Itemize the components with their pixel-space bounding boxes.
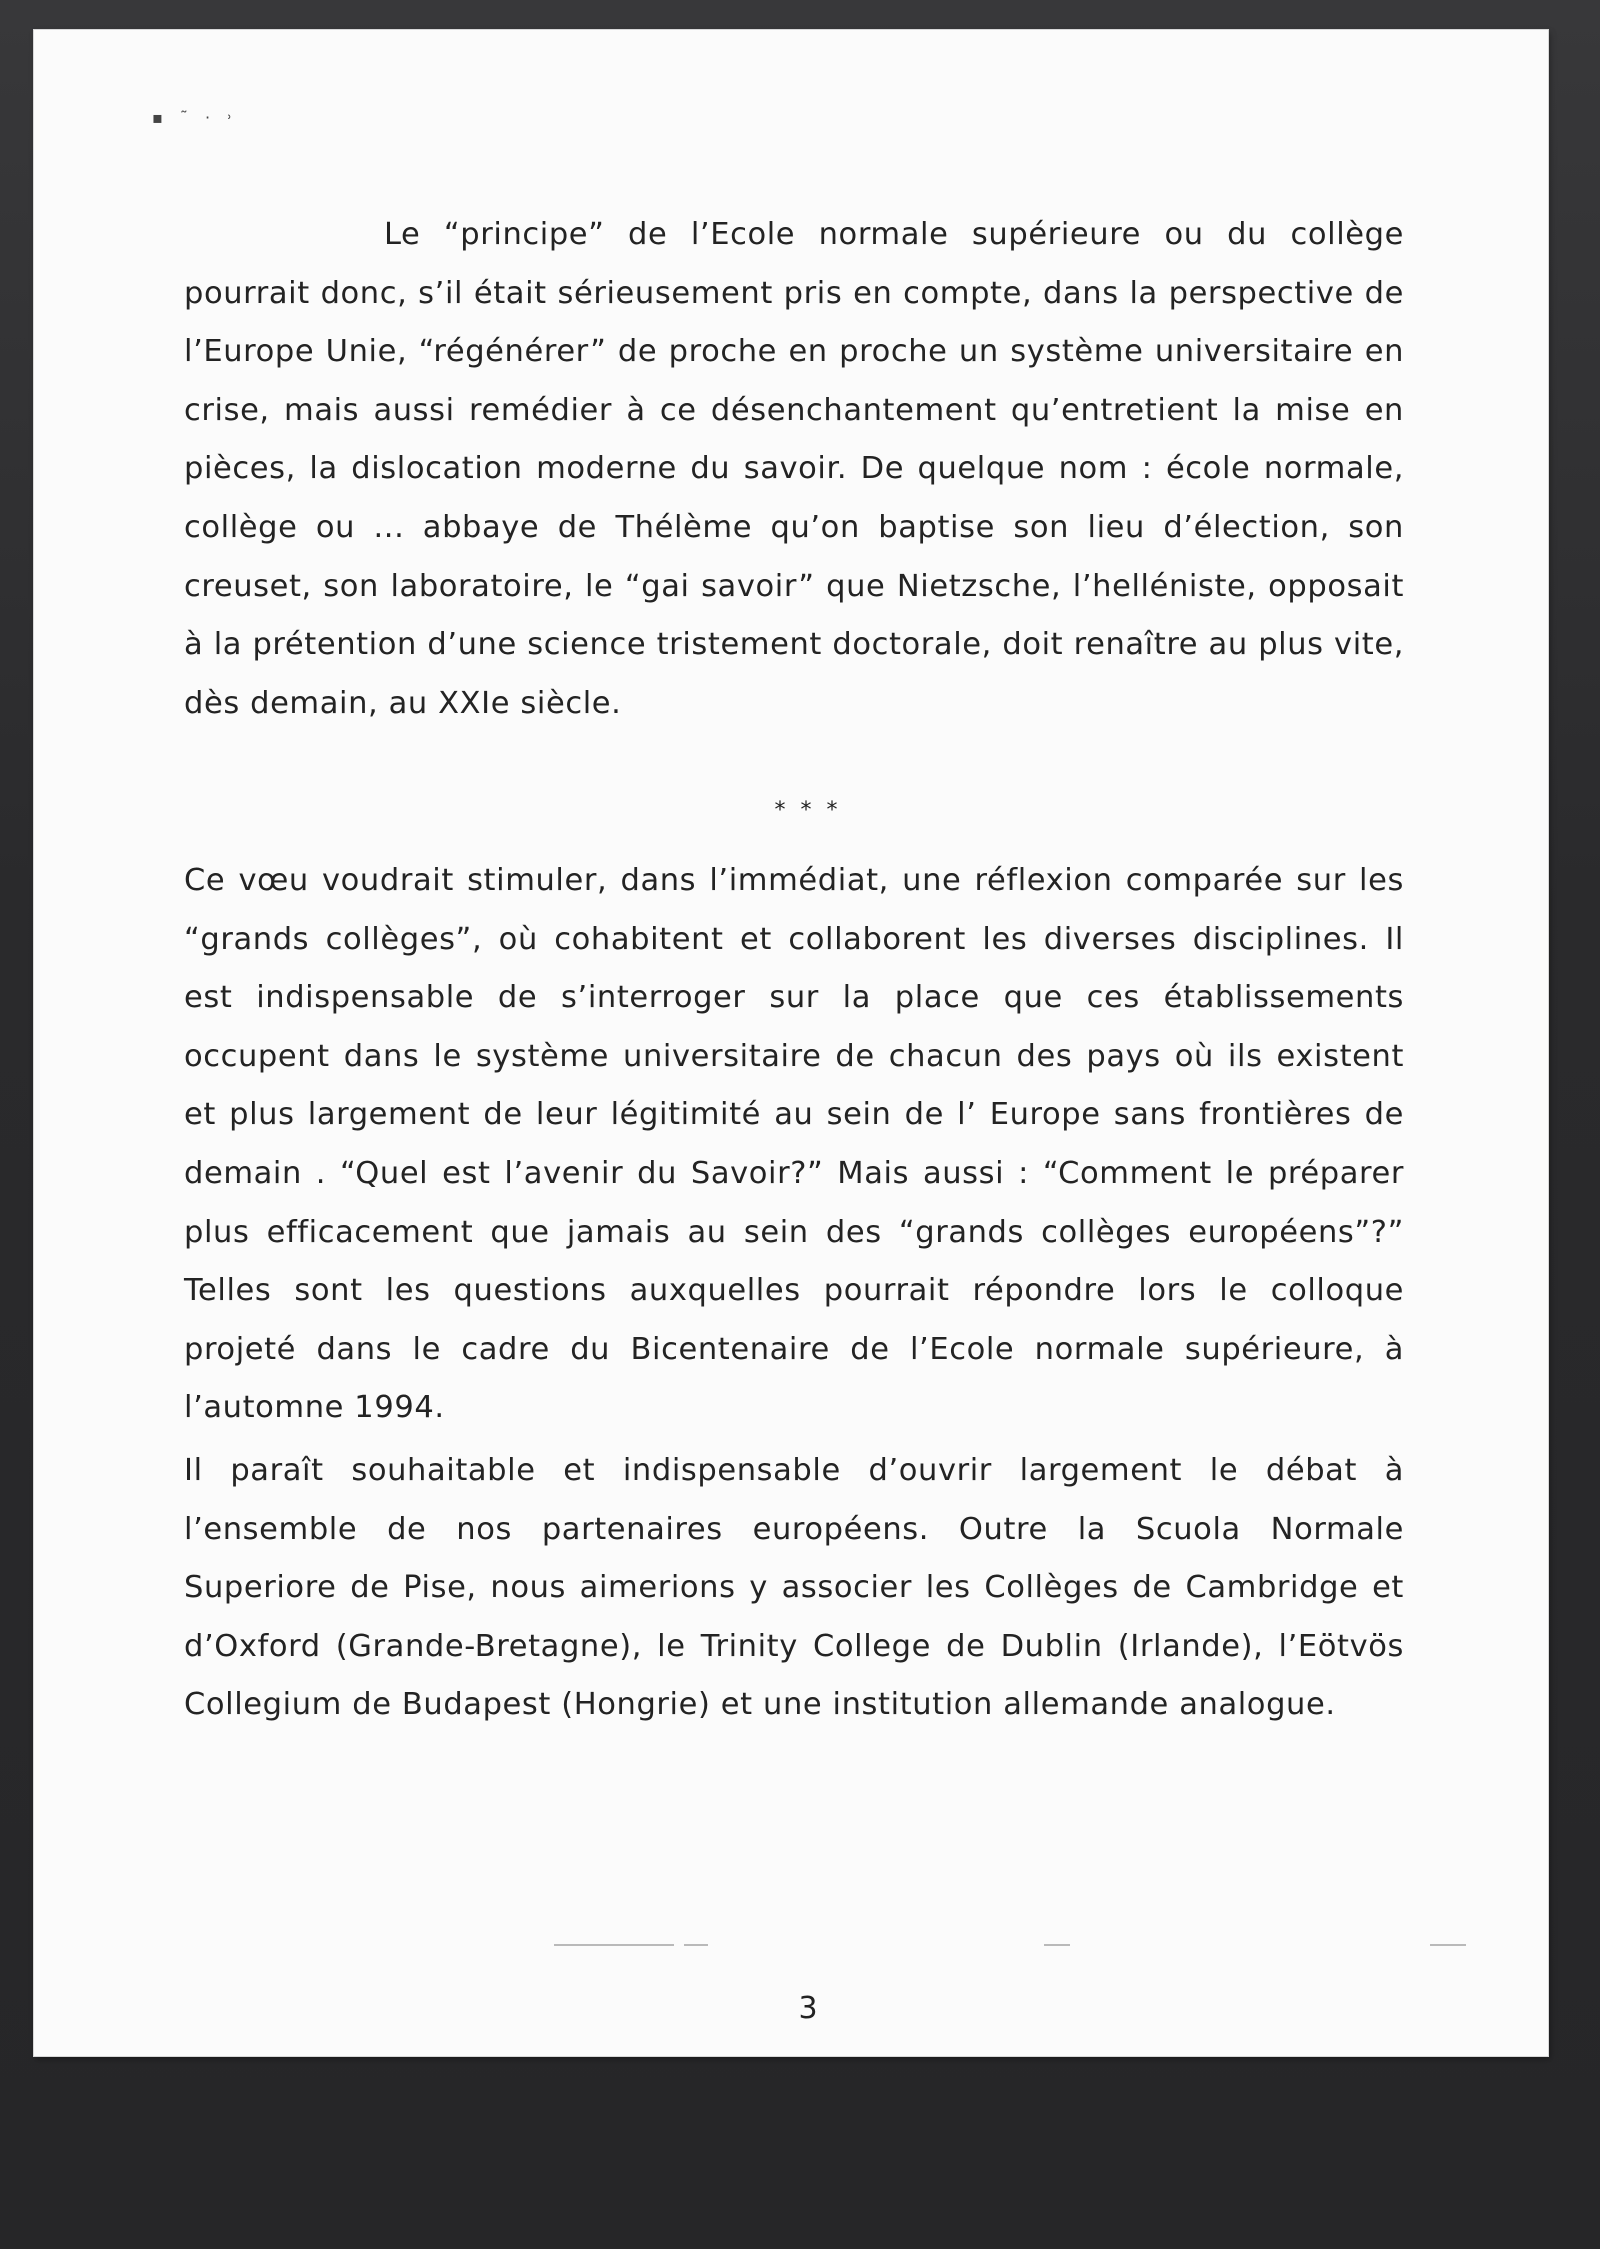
paragraph-3: Il paraît souhaitable et indispensable d’ouvrir largement le débat à l’ensemble de nos partenaires européens. Outre la Scuola Normale Superiore de Pise, nous aimerions y associer les Collèges de Cambridge et d’Oxford (Grande-Bretagne), le Trinity College de Dublin (Irlande), l’Eötvös Collegium de Budapest (Hongrie) et une institution allemande analogue. — [184, 1453, 1404, 1723]
paragraph-1: Le “principe” de l’Ecole normale supérieure ou du collège pourrait donc, s’il était sérieusement pris en compte, dans la perspective de l’Europe Unie, “régénérer” de proche en proche un système universitaire en crise, mais aussi remédier à ce désenchantement qu’entretient la mise en pièces, la dislocation moderne du savoir. De quelque nom : école normale, collège ou ... abbaye de Thélème qu’on baptise son lieu d’élection, son creuset, son laboratoire, le “gai savoir” que Nietzsche, l’helléniste, opposait à la prétention d’une science tristement doctorale, doit renaître au plus vite, dès demain, au XXIe siècle. — [184, 217, 1404, 721]
scan-specks: ▪ ˜ · ˒ — [152, 108, 239, 127]
page-number: 3 — [798, 1991, 818, 2026]
faint-scan-line — [1044, 1944, 1070, 1946]
section-separator: * * * — [774, 798, 842, 823]
faint-scan-line — [684, 1944, 708, 1946]
paragraph-2: Ce vœu voudrait stimuler, dans l’immédiat, une réflexion comparée sur les “grands collèges”, où cohabitent et collaborent les diverses disciplines. Il est indispensable de s’interroger sur la place que ces établissements occupent dans le système universitaire de chacun des pays où ils existent et plus largement de leur légitimité au sein de l’ Europe sans frontières de demain . “Quel est l’avenir du Savoir?” Mais aussi : “Comment le préparer plus efficacement que jamais au sein des “grands collèges européens”?” Telles sont les questions auxquelles pourrait répondre lors le colloque projeté dans le cadre du Bicentenaire de l’Ecole normale supérieure, à l’automne 1994. — [184, 863, 1404, 1426]
faint-scan-line — [554, 1944, 674, 1946]
document-page — [34, 30, 1548, 2056]
faint-scan-line — [1430, 1944, 1466, 1946]
